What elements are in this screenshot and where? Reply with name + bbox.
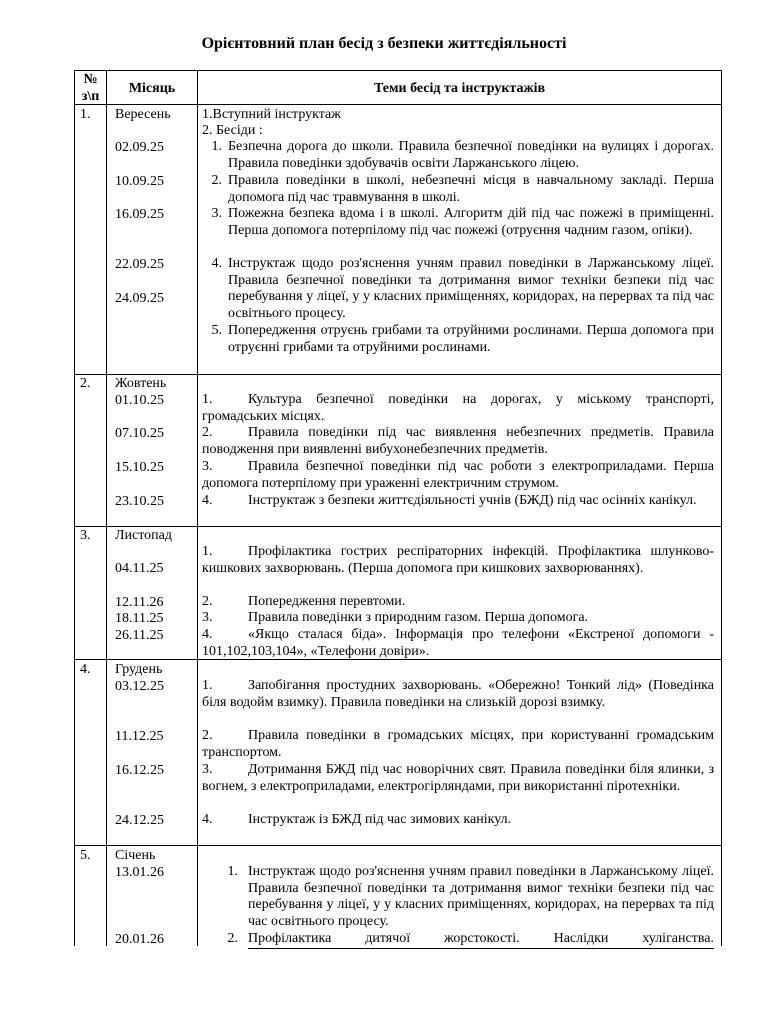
row-date: 24.12.25 (115, 813, 164, 828)
list-item-number: 3. (211, 206, 222, 221)
row-date: 02.09.25 (115, 140, 164, 155)
list-item-number: 1. (211, 139, 222, 154)
header-month: Місяць (128, 81, 176, 96)
list-item-number: 2. (202, 594, 213, 609)
list-item-number: 2. (211, 173, 222, 188)
list-item-text: Пожежна безпека вдома і в школі. Алгоритм дій під час пожежі в приміщенні. Перша допомога потерпілому під час пожежі (отруєння чадним газом, опіки). (228, 206, 714, 238)
list-item-text: 2. Попередження перевтоми. (202, 594, 406, 609)
list-item-text: 2. Правила поведінки під час виявлення небезпечних предметів. Правила поводження при виявленні вибухонебезпечних предметів. (202, 425, 714, 457)
header-topics: Теми бесід та інструктажів (373, 81, 546, 96)
list-item-number: 1. (202, 678, 213, 693)
row-month: Вересень (115, 107, 171, 122)
row-number: 3. (80, 528, 91, 543)
row-date: 13.01.26 (115, 865, 164, 880)
row-date: 20.01.26 (115, 932, 164, 947)
row-date: 22.09.25 (115, 257, 164, 272)
list-item-text: Профілактика дитячої жорстокості. Наслідки хуліганства. (248, 931, 714, 949)
list-item-number: 4. (211, 256, 222, 271)
list-item-text: 1. Культура безпечної поведінки на дорогах, у міському транспорті, громадських місцях. (202, 392, 714, 424)
list-item-text: Правила поведінки в школі, небезпечні місця в навчальному закладі. Перша допомога під час травмування в школі. (228, 173, 714, 205)
row-number: 1. (80, 107, 91, 122)
list-item-text: 3. Правила поведінки з природним газом. Перша допомога. (202, 610, 589, 625)
list-item-number: 1. (202, 544, 213, 559)
list-item-number: 3. (202, 610, 213, 625)
row-number: 5. (80, 848, 91, 863)
row-date: 07.10.25 (115, 426, 164, 441)
header-num-line1: № (83, 72, 98, 87)
row-month: Жовтень (115, 376, 167, 391)
list-item-number: 1. (202, 392, 213, 407)
list-item-text: 4. Інструктаж з безпеки життєдіяльності учнів (БЖД) під час осінніх канікул. (202, 493, 697, 508)
list-item-text: 4. «Якщо сталася біда». Інформація про телефони «Екстреної допомоги - 101,102,103,104», «Телефони довіри». (202, 627, 714, 659)
row-number: 2. (80, 376, 91, 391)
list-item-number: 2. (227, 931, 238, 946)
list-item-number: 2. (202, 728, 213, 743)
row-month: Грудень (115, 662, 163, 677)
document-title: Орієнтовний план бесід з безпеки життєдіяльності (201, 35, 567, 52)
list-item-number: 4. (202, 812, 213, 827)
row-date: 12.11.26 (115, 595, 164, 610)
list-item-number: 5. (211, 323, 222, 338)
row-date: 10.09.25 (115, 174, 164, 189)
list-item-text: 3. Правила безпечної поведінки під час роботи з електроприладами. Перша допомога потерпілому при ураженні електричним струмом. (202, 459, 714, 491)
list-item-number: 1. (227, 864, 238, 879)
list-item-number: 3. (202, 459, 213, 474)
list-item-text: Інструктаж щодо роз'яснення учням правил поведінки в Ларжанському ліцеї. Правила безпечної поведінки та дотримання вимог техніки безпеки під час перебування у ліцеї, у у класних приміщеннях, коридорах, на перервах та під час освітнього процесу. (228, 256, 714, 322)
list-item-text: 4. Інструктаж із БЖД під час зимових канікул. (202, 812, 512, 827)
row-date: 11.12.25 (115, 729, 164, 744)
row-date: 24.09.25 (115, 291, 164, 306)
list-item-text: 1. Запобігання простудних захворювань. «Обережно! Тонкий лід» (Поведінка біля водойм взимку). Правила поведінки на слизькій дорозі взимку. (202, 678, 714, 710)
list-item-text: Безпечна дорога до школи. Правила безпечної поведінки на вулицях і дорогах. Правила поведінки здобувачів освіти Ларжанського ліцею. (228, 139, 714, 171)
list-item-text: 1. Профілактика гострих респіраторних інфекцій. Профілактика шлунково-кишкових захворювань. (Перша допомога при кишкових захворюваннях). (202, 544, 714, 576)
row-date: 01.10.25 (115, 393, 164, 408)
list-item-number: 4. (202, 627, 213, 642)
row-number: 4. (80, 662, 91, 677)
row-date: 03.12.25 (115, 679, 164, 694)
list-item-number: 3. (202, 762, 213, 777)
row-date: 23.10.25 (115, 494, 164, 509)
row-month: Січень (115, 848, 156, 863)
row-date: 26.11.25 (115, 628, 164, 643)
row-date: 18.11.25 (115, 611, 164, 626)
row-month: Листопад (115, 528, 172, 543)
list-item-number: 2. (202, 425, 213, 440)
header-num-line2: з\п (81, 89, 100, 104)
intro-talks: 2. Бесіди : (202, 123, 263, 138)
list-item-text: Попередження отруєнь грибами та отруйними рослинами. Перша допомога при отруєнні грибами та отруйними рослинами. (228, 323, 714, 355)
row-date: 04.11.25 (115, 561, 164, 576)
row-date: 16.12.25 (115, 763, 164, 778)
intro-instruction: 1.Вступний інструктаж (202, 107, 341, 122)
list-item-text: 3. Дотримання БЖД під час новорічних свят. Правила поведінки біля ялинки, з вогнем, з електроприладами, електрогірляндами, при використанні піротехніки. (202, 762, 714, 794)
list-item-text: 2. Правила поведінки в громадських місцях, при користуванні громадським транспортом. (202, 728, 714, 760)
list-item-text: Інструктаж щодо роз'яснення учням правил поведінки в Ларжанському ліцеї. Правила безпечної поведінки та дотримання вимог техніки безпеки під час перебування у ліцеї, у у класних приміщеннях, коридорах, на перервах та під час освітнього процесу. (248, 864, 714, 930)
row-date: 15.10.25 (115, 460, 164, 475)
list-item-number: 4. (202, 493, 213, 508)
row-date: 16.09.25 (115, 207, 164, 222)
